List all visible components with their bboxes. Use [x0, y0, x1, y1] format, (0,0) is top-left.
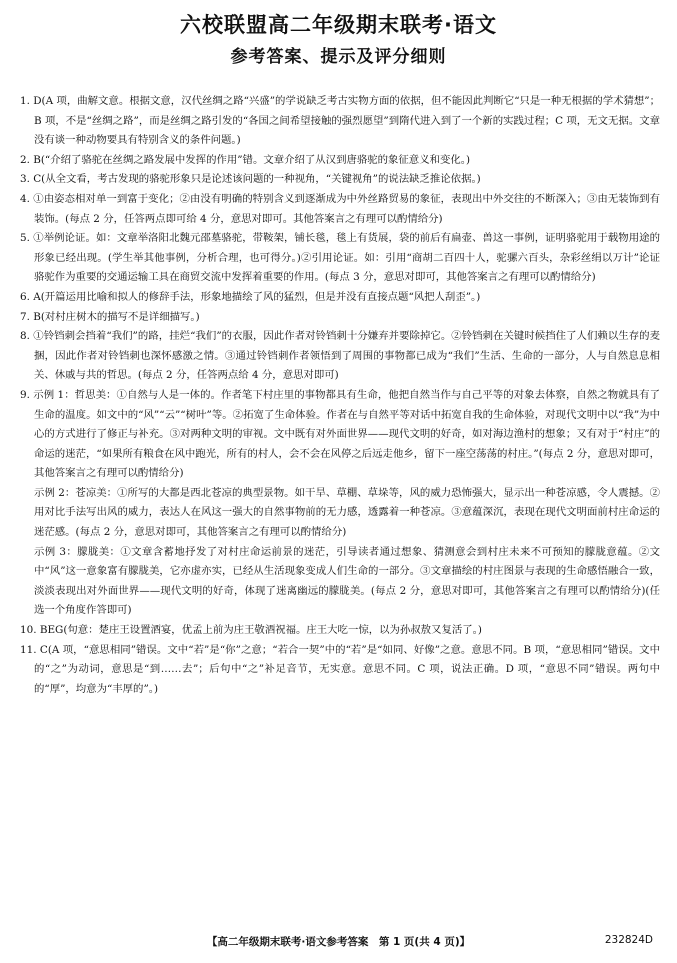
- page-subtitle: 参考答案、提示及评分细则: [230, 47, 447, 67]
- footer-exam-code: 232824D: [604, 934, 653, 946]
- answer-item-9: 9. 示例 1：哲思美：①自然与人是一体的。作者笔下村庄里的事物都具有生命，他把自然当作与自己平等的对象去体察，自然之物就具有了生命的温度。如文中的“风”“云”“树叶”等。②拓宽了生命体验。作者在与自然平等对话中拓宽自我的生命体验，对现代文明中以“我”为中心的方式进行了修正与补充。③对两种文明的审视。文中既有对外面世界——现代文明的好奇，如对海边渔村的想象；又有对于“村庄”的命运的迷茫，“如果所有粮食在风中跑光，所有的村人，会不会在风停之后远走他乡，留下一座空荡荡的村庄。”(每点 2 分，意思对即可，其他答案言之有理可以酌情给分): [20, 388, 660, 480]
- answer-item-1: 1. D(A 项，曲解文意。根据文意，汉代丝绸之路“兴盛”的学说缺乏考古实物方面的依据，但不能因此判断它“只是一种无根据的学术猜想”；B 项，不是“丝绸之路”，而是丝绸之路引发的“各国之间希望接触的强烈愿望”到隋代进入到了一个新的实践过程；C 项，无文无据。文章没有谈一种动物要具有特别含义的条件问题。): [20, 95, 660, 147]
- answer-item-4: 4. ①由姿态相对单一到富于变化；②由没有明确的特别含义到逐渐成为中外丝路贸易的象征，表现出中外交往的不断深入；③由无装饰到有装饰。(每点 2 分，任答两点即可给 4 分，意思对即可。其他答案言之有理可以酌情给分): [20, 192, 660, 225]
- answer-item-10: 10. BEG(句意：楚庄王设置酒宴，优孟上前为庄王敬酒祝福。庄王大吃一惊，以为孙叔敖又复活了。): [20, 624, 482, 637]
- answer-item-6: 6. A(开篇运用比喻和拟人的修辞手法，形象地描绘了风的猛烈，但是并没有直接点题“风把人刮歪”。): [20, 290, 481, 303]
- answer-list: [20, 92, 660, 699]
- answer-item-3: 3. C(从全文看，考古发现的骆驼形象只是论述该问题的一种视角，“关键视角”的说法缺乏推论依据。): [20, 173, 481, 186]
- answer-item-5: 5. ①举例论证。如：文章举洛阳北魏元邵墓骆驼，带鞍架，铺长毯，毯上有货展，袋的前后有扁壶、兽这一事例，证明骆驼用于载物用途的形象已经出现。(学生举其他事例，分析合理，也可得分。)②引用论证。如：引用“商胡二百四十人，驼骡六百头，杂彩丝绢以万计”论证骆驼作为重要的交通运输工具在商贸交流中发挥着重要的作用。(每点 3 分，意思对即可，其他答案言之有理可以酌情给分): [20, 232, 660, 284]
- answer-item-9-example-2: 示例 2：苍凉美：①所写的大都是西北苍凉的典型景物。如干旱、草棚、草垛等，风的威力恐怖强大，显示出一种苍凉感，令人震撼。②用对比手法写出风的威力，表达人在风这一强大的自然事物前的无力感，透露着一种苍凉。③意蕴深沉，表现在现代文明面前村庄命运的迷茫感。(每点 2 分，意思对即可，其他答案言之有理可以酌情给分): [34, 486, 660, 539]
- answer-item-8: 8. ①铃铛刺会挡着“我们”的路，挂烂“我们”的衣服，因此作者对铃铛刺十分嫌弃并要除掉它。②铃铛刺在关键时候挡住了人们赖以生存的麦捆，因此作者对铃铛刺也深怀感激之情。③通过铃铛刺作者领悟到了周围的事物都已成为“我们”生活、生命的一部分，人与自然息息相关、休戚与共的哲思。(每点 2 分，任答两点给 4 分，意思对即可): [20, 330, 660, 382]
- page-footer: [0, 934, 677, 954]
- answer-item-9-example-3: 示例 3：朦胧美：①文章含蓄地抒发了对村庄命运前景的迷茫，引导读者通过想象、猜测意会到村庄未来不可预知的朦胧意蕴。②文中“风”这一意象富有朦胧美，它亦虚亦实，已经从生活现象变成人们生命的一部分。③文章描绘的村庄图景与表现的生命感悟融合一致，淡淡表现出对外面世界——现代文明的好奇，体现了迷离幽远的朦胧美。(每点 2 分，意思对即可，其他答案言之有理可以酌情给分)(任选一个角度作答即可): [34, 545, 660, 617]
- answer-item-11: 11. C(A 项，“意思相同”错误。文中“若”是“你”之意；“若合一契”中的“若”是“如同、好像”之意。意思不同。B 项，“意思相同”错误。文中的“之”为动词，意思是“到……去”；后句中“之”补足音节，无实意。意思不同。C 项，说法正确。D 项，“意思不同”错误。两句中的“厚”，均意为“丰厚的”。): [20, 643, 660, 695]
- answer-item-2: 2. B(“介绍了骆驼在丝绸之路发展中发挥的作用”错。文章介绍了从汉到唐骆驼的象征意义和变化。): [20, 153, 471, 166]
- answer-item-7: 7. B(对村庄树木的描写不是详细描写。): [20, 310, 200, 323]
- footer-page-label: 【高二年级期末联考·语文参考答案 第 1 页(共 4 页)】: [206, 936, 471, 948]
- page-title: 六校联盟高二年级期末联考·语文: [180, 13, 497, 37]
